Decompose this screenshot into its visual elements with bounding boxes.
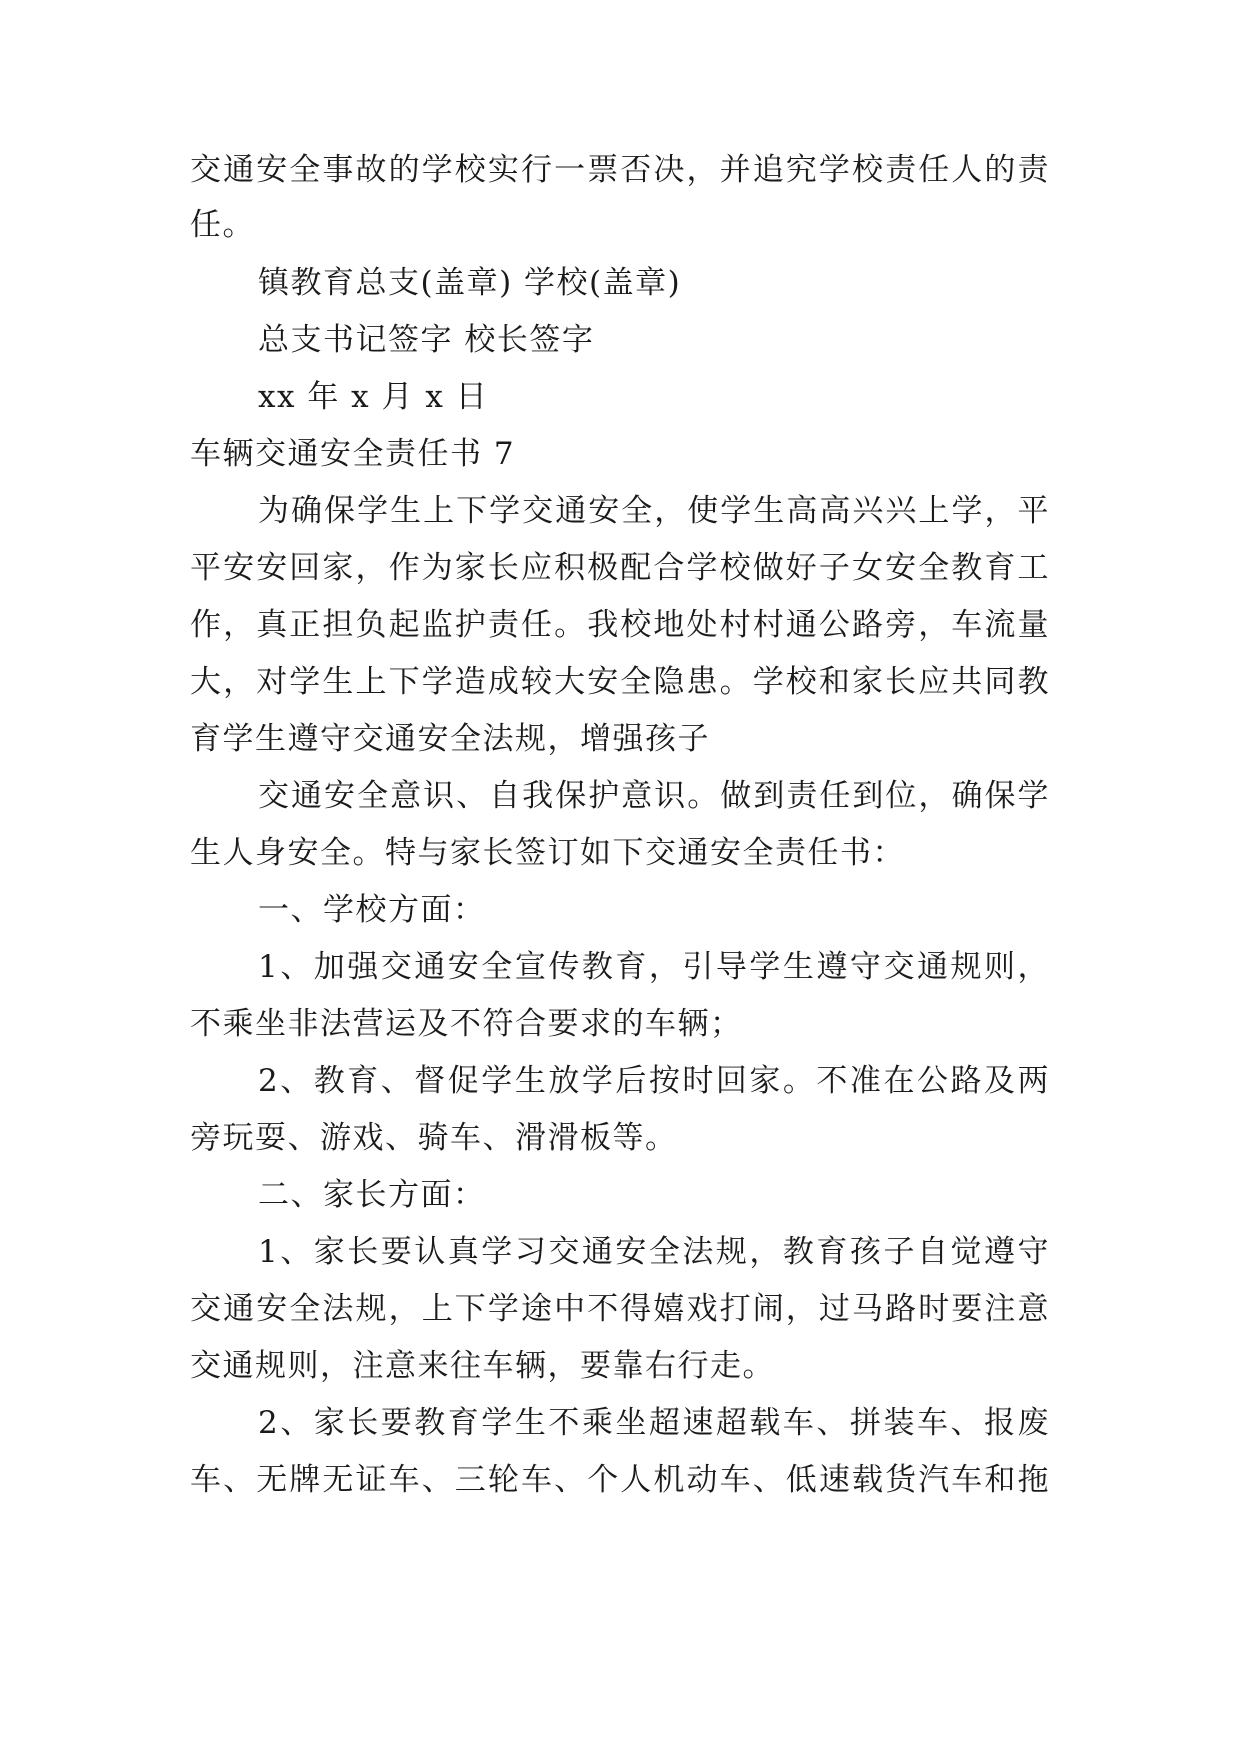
paragraph-line: 育学生遵守交通安全法规，增强孩子 bbox=[190, 721, 710, 757]
list-item: 不乘坐非法营运及不符合要求的车辆； bbox=[190, 1006, 743, 1042]
list-item: 旁玩耍、游戏、骑车、滑滑板等。 bbox=[190, 1120, 678, 1156]
list-item: 2、家长要教育学生不乘坐超速超载车、拼装车、报废 bbox=[258, 1405, 1050, 1441]
paragraph-line: 交通安全事故的学校实行一票否决，并追究学校责任人的责 bbox=[190, 152, 1050, 188]
paragraph-line: 生人身安全。特与家长签订如下交通安全责任书： bbox=[190, 835, 905, 871]
signature-line: 总支书记签字 校长签字 bbox=[258, 322, 595, 358]
paragraph-line: 为确保学生上下学交通安全，使学生高高兴兴上学，平 bbox=[258, 493, 1050, 529]
list-item: 1、加强交通安全宣传教育，引导学生遵守交通规则， bbox=[258, 949, 1050, 985]
heading-parents: 二、家长方面： bbox=[258, 1177, 486, 1213]
paragraph-line: 作，真正担负起监护责任。我校地处村村通公路旁，车流量 bbox=[190, 607, 1050, 643]
paragraph-line: 大，对学生上下学造成较大安全隐患。学校和家长应共同教 bbox=[190, 664, 1050, 700]
paragraph-line: 任。 bbox=[190, 207, 255, 243]
section-title: 车辆交通安全责任书 7 bbox=[190, 436, 516, 472]
list-item: 交通规则，注意来往车辆，要靠右行走。 bbox=[190, 1348, 775, 1384]
date-line: xx 年 x 月 x 日 bbox=[258, 379, 489, 415]
seal-line: 镇教育总支(盖章) 学校(盖章) bbox=[258, 265, 682, 301]
paragraph-line: 平安安回家，作为家长应积极配合学校做好子女安全教育工 bbox=[190, 550, 1050, 586]
list-item: 交通安全法规，上下学途中不得嬉戏打闹，过马路时要注意 bbox=[190, 1291, 1050, 1327]
heading-school: 一、学校方面： bbox=[258, 892, 486, 928]
list-item: 1、家长要认真学习交通安全法规，教育孩子自觉遵守 bbox=[258, 1234, 1050, 1270]
list-item: 车、无牌无证车、三轮车、个人机动车、低速载货汽车和拖 bbox=[190, 1462, 1050, 1498]
list-item: 2、教育、督促学生放学后按时回家。不准在公路及两 bbox=[258, 1063, 1050, 1099]
paragraph-line: 交通安全意识、自我保护意识。做到责任到位，确保学 bbox=[258, 778, 1050, 814]
